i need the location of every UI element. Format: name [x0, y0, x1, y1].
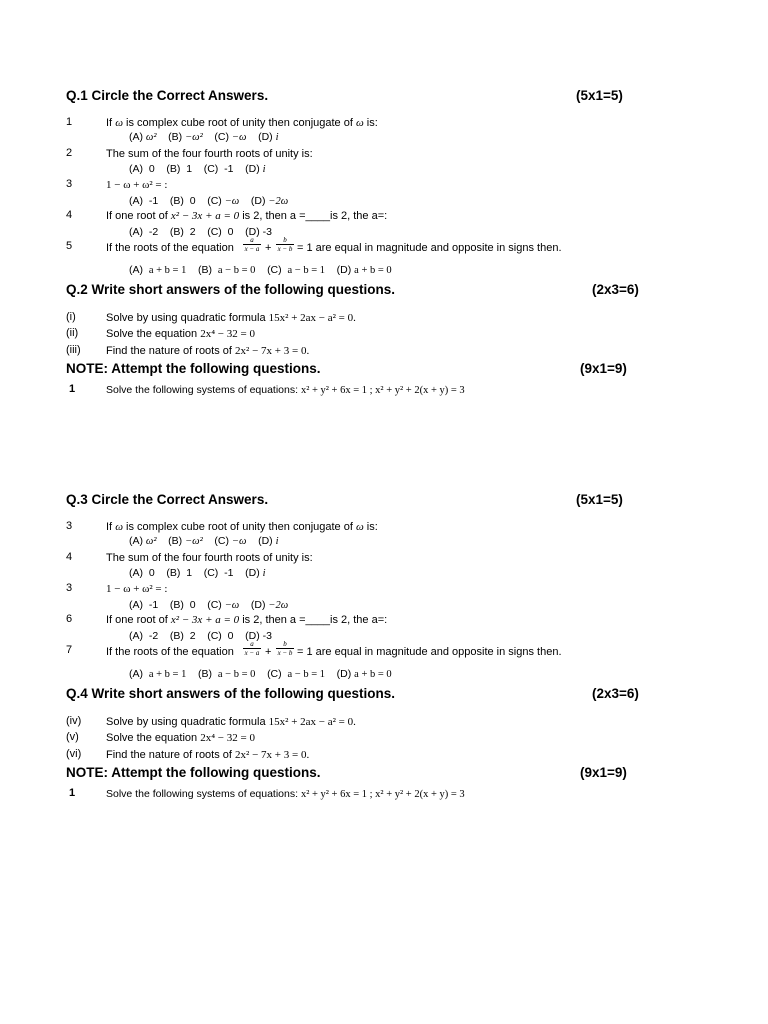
short-question-number: (ii) — [66, 327, 79, 339]
question-number: 4 — [66, 209, 73, 221]
short-question-number: (vi) — [66, 748, 82, 760]
question-text: The sum of the four fourth roots of unity is: — [106, 148, 313, 160]
question-text: If the roots of the equation — [106, 242, 234, 254]
answer-options: (A) a + b = 1 (B) a − b = 0 (C) a − b = 1 (D) a + b = 0 — [129, 264, 392, 276]
question-number: 6 — [66, 613, 73, 625]
question-number: 4 — [66, 551, 73, 563]
question-text: If ω is complex cube root of unity then conjugate of ω is: — [106, 117, 378, 129]
mcq-marks: (5x1=5) — [576, 88, 623, 103]
short-question-number: (iv) — [66, 715, 82, 727]
mcq-marks: (5x1=5) — [576, 492, 623, 507]
short-question-text: Solve by using quadratic formula 15x² + 2ax − a² = 0. — [106, 312, 356, 324]
short-answer-marks: (2x3=6) — [592, 282, 639, 297]
answer-options: (A) -2 (B) 2 (C) 0 (D) -3 — [129, 226, 272, 238]
short-answer-heading: Q.4 Write short answers of the following questions. — [66, 686, 396, 701]
question-expression: 1 − ω + ω² = : — [106, 583, 168, 595]
fraction-a: a x − a — [244, 236, 260, 253]
plus-sign: + — [265, 242, 272, 254]
answer-options: (A) -2 (B) 2 (C) 0 (D) -3 — [129, 630, 272, 642]
short-question-text: Solve the equation 2x⁴ − 32 = 0 — [106, 732, 255, 744]
answer-options: (A) ω² (B) −ω² (C) −ω (D) i — [129, 131, 279, 143]
short-question-number: (v) — [66, 731, 79, 743]
short-question-number: (i) — [66, 311, 76, 323]
short-answer-heading: Q.2 Write short answers of the following questions. — [66, 282, 396, 297]
question-text: If one root of x² − 3x + a = 0 is 2, then a =____is 2, the a=: — [106, 210, 388, 222]
answer-options: (A) 0 (B) 1 (C) -1 (D) i — [129, 567, 266, 579]
mcq-heading: Q.1 Circle the Correct Answers. — [66, 88, 269, 103]
question-number: 5 — [66, 240, 73, 252]
fraction-b: b x − b — [277, 640, 293, 657]
answer-options: (A) -1 (B) 0 (C) −ω (D) −2ω — [129, 195, 289, 207]
question-number: 1 — [66, 116, 73, 128]
question-number: 3 — [66, 582, 73, 594]
question-text: If one root of x² − 3x + a = 0 is 2, then a =____is 2, the a=: — [106, 614, 388, 626]
note-question-text: Solve the following systems of equations: x² + y² + 6x = 1 ; x² + y² + 2(x + y) = 3 — [106, 788, 465, 800]
short-question-text: Find the nature of roots of 2x² − 7x + 3 = 0. — [106, 749, 310, 761]
question-number: 7 — [66, 644, 73, 656]
note-question-number: 1 — [69, 787, 76, 799]
answer-options: (A) a + b = 1 (B) a − b = 0 (C) a − b = 1 (D) a + b = 0 — [129, 668, 392, 680]
short-question-number: (iii) — [66, 344, 81, 356]
question-text-cont: = 1 are equal in magnitude and opposite in signs then. — [297, 242, 562, 254]
answer-options: (A) -1 (B) 0 (C) −ω (D) −2ω — [129, 599, 289, 611]
note-marks: (9x1=9) — [580, 361, 627, 376]
mcq-heading: Q.3 Circle the Correct Answers. — [66, 492, 269, 507]
fraction-a: a x − a — [244, 640, 260, 657]
short-question-text: Solve by using quadratic formula 15x² + 2ax − a² = 0. — [106, 716, 356, 728]
short-question-text: Find the nature of roots of 2x² − 7x + 3 = 0. — [106, 345, 310, 357]
short-answer-marks: (2x3=6) — [592, 686, 639, 701]
plus-sign: + — [265, 646, 272, 658]
question-text: The sum of the four fourth roots of unity is: — [106, 552, 313, 564]
answer-options: (A) ω² (B) −ω² (C) −ω (D) i — [129, 535, 279, 547]
answer-options: (A) 0 (B) 1 (C) -1 (D) i — [129, 163, 266, 175]
note-question-text: Solve the following systems of equations: x² + y² + 6x = 1 ; x² + y² + 2(x + y) = 3 — [106, 384, 465, 396]
note-heading: NOTE: Attempt the following questions. — [66, 765, 321, 780]
fraction-b: b x − b — [277, 236, 293, 253]
question-text: If the roots of the equation — [106, 646, 234, 658]
question-text: If ω is complex cube root of unity then conjugate of ω is: — [106, 521, 378, 533]
note-marks: (9x1=9) — [580, 765, 627, 780]
question-number: 3 — [66, 178, 73, 190]
short-question-text: Solve the equation 2x⁴ − 32 = 0 — [106, 328, 255, 340]
note-heading: NOTE: Attempt the following questions. — [66, 361, 321, 376]
question-text-cont: = 1 are equal in magnitude and opposite in signs then. — [297, 646, 562, 658]
question-number: 2 — [66, 147, 73, 159]
note-question-number: 1 — [69, 383, 76, 395]
question-number: 3 — [66, 520, 73, 532]
question-expression: 1 − ω + ω² = : — [106, 179, 168, 191]
